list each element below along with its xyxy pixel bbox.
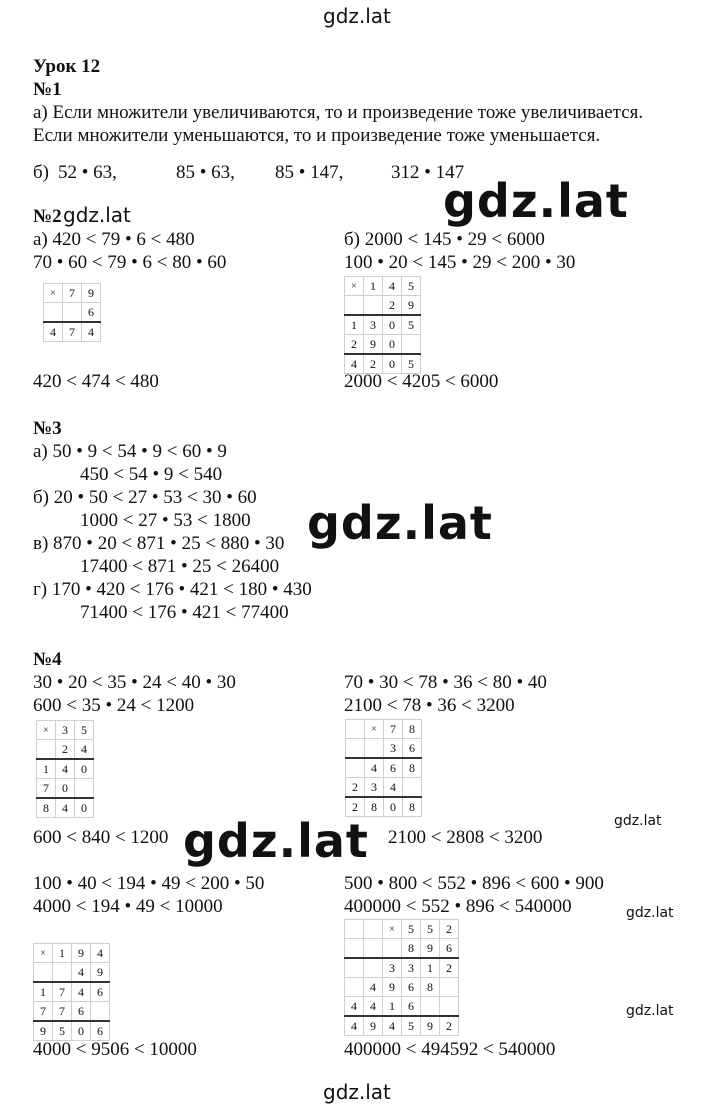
grid-cell: 1 [421, 958, 440, 978]
watermark-bottom: gdz.lat [323, 1080, 391, 1104]
grid-cell [75, 779, 94, 799]
grid-cell: 5 [75, 721, 94, 740]
grid-cell [91, 1002, 110, 1022]
grid-cell: 2 [440, 958, 459, 978]
task2-number: №2 [33, 206, 62, 227]
task4-p4-grid-row [345, 1016, 459, 1036]
watermark-top: gdz.lat [323, 4, 391, 28]
grid-cell: 0 [383, 335, 402, 355]
grid-cell [365, 739, 384, 759]
grid-cell [403, 778, 422, 798]
task4-p4-grid-row [345, 958, 459, 978]
task1-b-item-1: 52 • 63, [58, 162, 117, 183]
grid-cell: 9 [383, 978, 402, 997]
task4-p4-grid-row [345, 978, 459, 997]
grid-cell: 0 [72, 1021, 91, 1041]
task4-p4-line1: 500 • 800 < 552 • 896 < 600 • 900 [344, 873, 604, 894]
grid-cell: 1 [345, 315, 364, 335]
grid-cell: 8 [403, 797, 422, 817]
grid-cell: 6 [72, 1002, 91, 1022]
task3-line-8: 71400 < 176 • 421 < 77400 [80, 602, 289, 623]
task4-p3-line1: 100 • 40 < 194 • 49 < 200 • 50 [33, 873, 265, 894]
grid-cell: 2 [383, 296, 402, 316]
grid-cell: 3 [364, 315, 383, 335]
task4-p3-grid-row [34, 1002, 110, 1022]
task1-b-item-3: 85 • 147, [275, 162, 344, 183]
task4-p1-grid-row [37, 759, 94, 779]
grid-cell [53, 963, 72, 983]
task4-p1-grid-row [37, 740, 94, 760]
grid-cell [345, 296, 364, 316]
grid-cell [364, 939, 383, 959]
grid-cell [421, 997, 440, 1017]
task1-a-line1: а) Если множители увеличиваются, то и произведение тоже увеличивается. [33, 102, 644, 123]
grid-cell: 0 [384, 797, 403, 817]
grid-cell: 7 [384, 720, 403, 739]
grid-cell: 2 [440, 920, 459, 939]
task2-b-line2: 100 • 20 < 145 • 29 < 200 • 30 [344, 252, 576, 273]
grid-cell: 7 [53, 1002, 72, 1022]
task2-a-grid-row [44, 303, 101, 323]
grid-cell: 8 [421, 978, 440, 997]
task2-a-grid-row [44, 322, 101, 342]
task4-p3-result: 4000 < 9506 < 10000 [33, 1039, 197, 1060]
grid-cell: 0 [383, 315, 402, 335]
grid-cell [37, 740, 56, 760]
task3-line-4: 1000 < 27 • 53 < 1800 [80, 510, 251, 531]
task3-line-3: б) 20 • 50 < 27 • 53 < 30 • 60 [33, 487, 257, 508]
task4-p4-grid-row [345, 997, 459, 1017]
task3-number: №3 [33, 418, 62, 439]
multiply-sign: × [345, 277, 364, 296]
task4-p4-line2: 400000 < 552 • 896 < 540000 [344, 896, 572, 917]
grid-cell: 7 [63, 322, 82, 342]
grid-cell [345, 920, 364, 939]
watermark-large-1: gdz.lat [443, 174, 629, 228]
grid-cell: 5 [53, 1021, 72, 1041]
grid-cell: 6 [82, 303, 101, 323]
grid-cell: 8 [403, 720, 422, 739]
task4-p3-grid-row [34, 982, 110, 1002]
grid-cell: 4 [384, 778, 403, 798]
grid-cell: 6 [91, 1021, 110, 1041]
grid-cell [34, 963, 53, 983]
grid-cell: 1 [37, 759, 56, 779]
grid-cell [345, 939, 364, 959]
grid-cell: 2 [346, 778, 365, 798]
grid-cell [345, 958, 364, 978]
grid-cell: 1 [364, 277, 383, 296]
task4-p2-grid-row [346, 720, 422, 739]
grid-cell: 6 [403, 739, 422, 759]
grid-cell: 4 [72, 982, 91, 1002]
grid-cell: 0 [383, 354, 402, 374]
task4-p3-grid-row [34, 963, 110, 983]
task2-a-grid-row [44, 284, 101, 303]
grid-cell [346, 758, 365, 778]
grid-cell: 5 [402, 277, 421, 296]
grid-cell: 3 [383, 958, 402, 978]
multiply-sign: × [44, 284, 63, 303]
grid-cell [44, 303, 63, 323]
task2-b-grid [344, 276, 421, 374]
grid-cell: 0 [56, 779, 75, 799]
grid-cell: 4 [345, 997, 364, 1017]
task4-p1-grid-row [37, 721, 94, 740]
grid-cell: 8 [365, 797, 384, 817]
grid-cell: 5 [402, 315, 421, 335]
grid-cell: 4 [72, 963, 91, 983]
task2-b-grid-row [345, 315, 421, 335]
grid-cell [346, 739, 365, 759]
task2-a-line2: 70 • 60 < 79 • 6 < 80 • 60 [33, 252, 227, 273]
grid-cell: 2 [56, 740, 75, 760]
grid-cell [364, 958, 383, 978]
task2-a-grid [43, 283, 101, 342]
grid-cell: 7 [63, 284, 82, 303]
task4-p1-grid-row [37, 779, 94, 799]
grid-cell [383, 939, 402, 959]
grid-cell: 4 [44, 322, 63, 342]
grid-cell [402, 335, 421, 355]
grid-cell: 5 [402, 1016, 421, 1036]
task4-p3-grid [33, 943, 110, 1041]
grid-cell: 9 [364, 1016, 383, 1036]
grid-cell: 9 [421, 939, 440, 959]
task1-number: №1 [33, 79, 62, 100]
grid-cell: 1 [383, 997, 402, 1017]
watermark-inline: gdz.lat [63, 203, 131, 227]
grid-cell: 0 [75, 798, 94, 818]
grid-cell: 1 [34, 982, 53, 1002]
grid-cell: 5 [402, 920, 421, 939]
grid-cell: 4 [345, 1016, 364, 1036]
task4-p2-grid-row [346, 758, 422, 778]
task3-line-7: г) 170 • 420 < 176 • 421 < 180 • 430 [33, 579, 312, 600]
multiply-sign: × [383, 920, 402, 939]
grid-cell: 6 [402, 997, 421, 1017]
task2-b-line1: б) 2000 < 145 • 29 < 6000 [344, 229, 545, 250]
task2-b-result: 2000 < 4205 < 6000 [344, 371, 499, 392]
grid-cell: 4 [56, 798, 75, 818]
grid-cell: 4 [345, 354, 364, 374]
grid-cell: 2 [345, 335, 364, 355]
task3-line-1: а) 50 • 9 < 54 • 9 < 60 • 9 [33, 441, 227, 462]
lesson-title: Урок 12 [33, 56, 101, 77]
task2-b-grid-row [345, 296, 421, 316]
task1-b-item-4: 312 • 147 [391, 162, 465, 183]
grid-cell: 7 [34, 1002, 53, 1022]
task3-line-6: 17400 < 871 • 25 < 26400 [80, 556, 280, 577]
task4-p2-line1: 70 • 30 < 78 • 36 < 80 • 40 [344, 672, 547, 693]
task1-b-label: б) [33, 162, 49, 183]
grid-cell: 8 [37, 798, 56, 818]
grid-cell [440, 997, 459, 1017]
grid-cell: 2 [440, 1016, 459, 1036]
watermark-small-3: gdz.lat [626, 1003, 674, 1019]
grid-cell [345, 978, 364, 997]
task4-p1-result: 600 < 840 < 1200 [33, 827, 169, 848]
grid-cell: 5 [402, 354, 421, 374]
grid-cell: 4 [383, 1016, 402, 1036]
grid-cell: 4 [56, 759, 75, 779]
task4-p2-grid-row [346, 797, 422, 817]
task4-p1-line2: 600 < 35 • 24 < 1200 [33, 695, 195, 716]
grid-cell: 0 [75, 759, 94, 779]
grid-cell: 6 [440, 939, 459, 959]
task1-b-item-2: 85 • 63, [176, 162, 235, 183]
task2-b-grid-row [345, 277, 421, 296]
grid-cell: 3 [56, 721, 75, 740]
grid-cell [63, 303, 82, 323]
grid-cell: 4 [383, 277, 402, 296]
task2-b-grid-row [345, 335, 421, 355]
task3-line-2: 450 < 54 • 9 < 540 [80, 464, 223, 485]
task4-p1-line1: 30 • 20 < 35 • 24 < 40 • 30 [33, 672, 236, 693]
grid-cell: 3 [384, 739, 403, 759]
task4-p2-result: 2100 < 2808 < 3200 [388, 827, 543, 848]
grid-cell [346, 720, 365, 739]
task4-p3-grid-row [34, 944, 110, 963]
grid-cell: 4 [365, 758, 384, 778]
grid-cell: 9 [402, 296, 421, 316]
grid-cell: 8 [403, 758, 422, 778]
grid-cell: 1 [53, 944, 72, 963]
grid-cell: 9 [82, 284, 101, 303]
grid-cell [440, 978, 459, 997]
task4-p2-grid [345, 719, 422, 817]
task4-p1-grid [36, 720, 94, 818]
grid-cell [364, 296, 383, 316]
grid-cell: 7 [53, 982, 72, 1002]
grid-cell: 6 [384, 758, 403, 778]
watermark-large-2: gdz.lat [307, 496, 493, 550]
task4-p2-grid-row [346, 739, 422, 759]
multiply-sign: × [34, 944, 53, 963]
grid-cell: 7 [37, 779, 56, 799]
grid-cell: 9 [91, 963, 110, 983]
grid-cell: 9 [421, 1016, 440, 1036]
task4-p4-grid-row [345, 939, 459, 959]
multiply-sign: × [37, 721, 56, 740]
task4-p4-grid-row [345, 920, 459, 939]
grid-cell: 9 [72, 944, 91, 963]
grid-cell: 3 [402, 958, 421, 978]
grid-cell: 4 [82, 322, 101, 342]
task4-p1-grid-row [37, 798, 94, 818]
task4-p3-grid-row [34, 1021, 110, 1041]
grid-cell: 5 [421, 920, 440, 939]
grid-cell: 4 [364, 997, 383, 1017]
task1-a-line2: Если множители уменьшаются, то и произведение тоже уменьшается. [33, 125, 601, 146]
watermark-large-3: gdz.lat [183, 814, 369, 868]
task4-p4-result: 400000 < 494592 < 540000 [344, 1039, 556, 1060]
grid-cell: 4 [91, 944, 110, 963]
grid-cell: 9 [34, 1021, 53, 1041]
task4-p4-grid [344, 919, 459, 1036]
watermark-small-2: gdz.lat [626, 905, 674, 921]
task4-number: №4 [33, 649, 62, 670]
multiply-sign: × [365, 720, 384, 739]
task2-a-line1: а) 420 < 79 • 6 < 480 [33, 229, 195, 250]
grid-cell [364, 920, 383, 939]
task4-p2-grid-row [346, 778, 422, 798]
watermark-small-1: gdz.lat [614, 813, 662, 829]
grid-cell: 6 [402, 978, 421, 997]
task3-line-5: в) 870 • 20 < 871 • 25 < 880 • 30 [33, 533, 285, 554]
task4-p3-line2: 4000 < 194 • 49 < 10000 [33, 896, 223, 917]
task4-p2-line2: 2100 < 78 • 36 < 3200 [344, 695, 515, 716]
task2-a-result: 420 < 474 < 480 [33, 371, 159, 392]
grid-cell: 6 [91, 982, 110, 1002]
grid-cell: 2 [364, 354, 383, 374]
grid-cell: 4 [364, 978, 383, 997]
grid-cell: 4 [75, 740, 94, 760]
grid-cell: 2 [346, 797, 365, 817]
grid-cell: 3 [365, 778, 384, 798]
grid-cell: 9 [364, 335, 383, 355]
grid-cell: 8 [402, 939, 421, 959]
